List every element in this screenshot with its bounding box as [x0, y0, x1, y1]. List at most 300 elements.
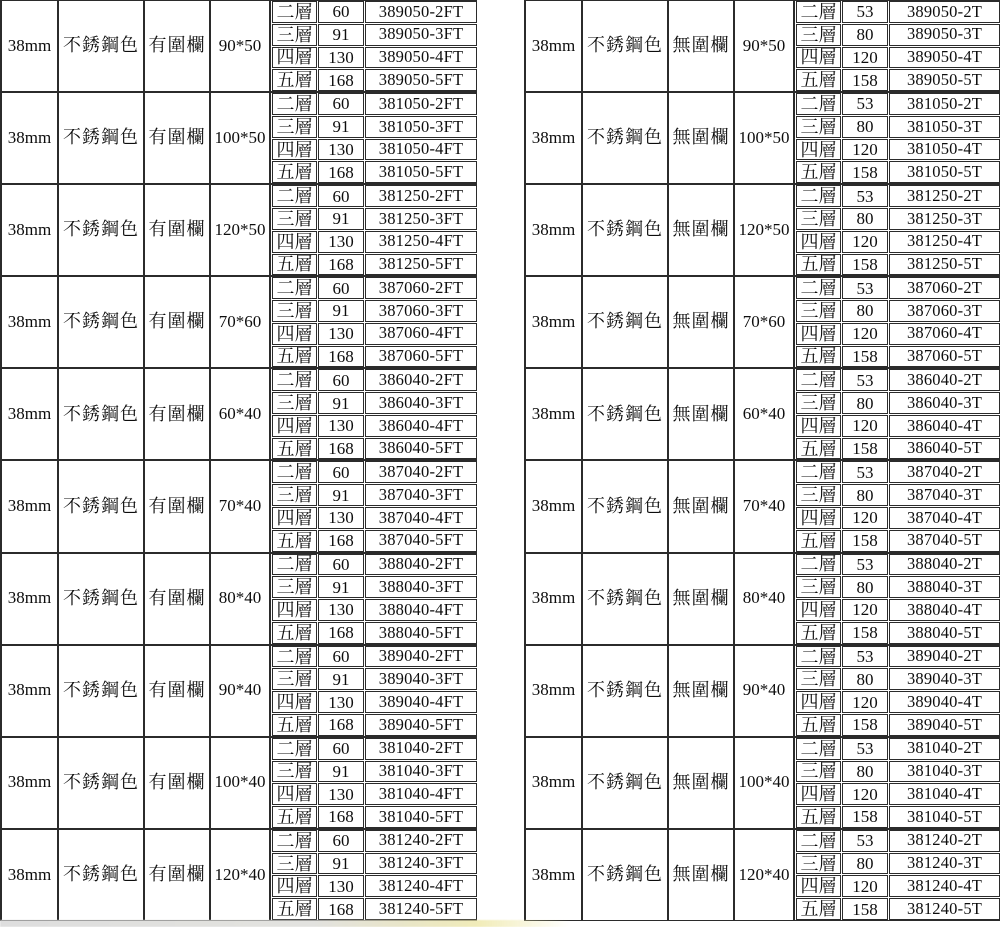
code-cell: 389050-4FT — [365, 47, 477, 69]
qty-cell: 120 — [842, 783, 888, 805]
code-cell: 381250-3FT — [365, 208, 477, 230]
code-cell: 381050-2T — [889, 93, 1000, 115]
spec-group — [2, 183, 477, 275]
code-cell: 381240-4FT — [365, 875, 477, 897]
size-cell: 60*40 — [211, 369, 271, 459]
code-cell: 389040-4FT — [365, 691, 477, 713]
qty-cell: 130 — [318, 875, 364, 897]
spec-group — [526, 459, 1000, 551]
qty-cell: 120 — [842, 599, 888, 621]
code-cell: 389050-5FT — [365, 69, 477, 91]
layer-cell: 四層 — [272, 783, 317, 805]
qty-cell: 80 — [842, 484, 888, 506]
color-cell: 不銹鋼色 — [59, 461, 145, 551]
code-cell: 381250-5T — [889, 254, 1000, 276]
color-cell: 不銹鋼色 — [59, 646, 145, 736]
spec-group — [526, 367, 1000, 459]
layer-cell: 三層 — [272, 24, 317, 46]
layer-subtable — [271, 738, 477, 828]
code-cell: 381050-2FT — [365, 93, 477, 115]
code-cell: 381050-5T — [889, 161, 1000, 183]
spec-group — [2, 275, 477, 367]
layer-subtable — [795, 461, 1000, 551]
layer-cell: 五層 — [796, 806, 841, 828]
layer-cell: 四層 — [272, 323, 317, 345]
fence-cell: 無圍欄 — [669, 93, 735, 183]
size-cell: 70*40 — [211, 461, 271, 551]
layer-cell: 三層 — [272, 761, 317, 783]
qty-cell: 91 — [318, 853, 364, 875]
layer-subtable — [795, 830, 1000, 920]
spec-group — [2, 736, 477, 828]
layer-subtable — [795, 277, 1000, 367]
layer-cell: 五層 — [796, 622, 841, 644]
code-cell: 387040-5FT — [365, 530, 477, 552]
layer-cell: 四層 — [796, 783, 841, 805]
layer-cell: 三層 — [796, 208, 841, 230]
fence-cell: 無圍欄 — [669, 738, 735, 828]
layer-subtable — [795, 646, 1000, 736]
qty-cell: 91 — [318, 392, 364, 414]
layer-cell: 二層 — [272, 554, 317, 576]
color-cell: 不銹鋼色 — [59, 738, 145, 828]
layer-cell: 五層 — [272, 254, 317, 276]
qty-cell: 80 — [842, 668, 888, 690]
spec-group — [526, 91, 1000, 183]
spec-group — [526, 552, 1000, 644]
spec-group — [526, 183, 1000, 275]
qty-cell: 120 — [842, 415, 888, 437]
fence-cell: 有圍欄 — [145, 1, 211, 91]
size-cell: 70*60 — [735, 277, 795, 367]
code-cell: 387060-3FT — [365, 300, 477, 322]
code-cell: 388040-3FT — [365, 576, 477, 598]
thickness-cell: 38mm — [2, 461, 59, 551]
code-cell: 388040-3T — [889, 576, 1000, 598]
layer-subtable — [271, 93, 477, 183]
code-cell: 381240-2FT — [365, 830, 477, 852]
layer-cell: 四層 — [796, 599, 841, 621]
code-cell: 387060-4FT — [365, 323, 477, 345]
price-table-left — [0, 0, 477, 921]
layer-subtable — [271, 554, 477, 644]
layer-cell: 五層 — [796, 530, 841, 552]
layer-cell: 五層 — [796, 438, 841, 460]
spec-group — [2, 91, 477, 183]
size-cell: 100*50 — [735, 93, 795, 183]
thickness-cell: 38mm — [526, 93, 583, 183]
code-cell: 387040-3T — [889, 484, 1000, 506]
code-cell: 387040-3FT — [365, 484, 477, 506]
qty-cell: 60 — [318, 554, 364, 576]
fence-cell: 無圍欄 — [669, 277, 735, 367]
layer-subtable — [795, 369, 1000, 459]
qty-cell: 80 — [842, 392, 888, 414]
color-cell: 不銹鋼色 — [583, 277, 669, 367]
layer-cell: 四層 — [796, 507, 841, 529]
qty-cell: 91 — [318, 208, 364, 230]
qty-cell: 168 — [318, 898, 364, 920]
layer-cell: 三層 — [272, 576, 317, 598]
fence-cell: 有圍欄 — [145, 277, 211, 367]
code-cell: 381040-5FT — [365, 806, 477, 828]
color-cell: 不銹鋼色 — [59, 277, 145, 367]
spec-group — [2, 644, 477, 736]
qty-cell: 158 — [842, 530, 888, 552]
layer-cell: 二層 — [796, 646, 841, 668]
qty-cell: 120 — [842, 231, 888, 253]
code-cell: 387040-4FT — [365, 507, 477, 529]
code-cell: 389040-5FT — [365, 714, 477, 736]
spec-group — [2, 828, 477, 920]
code-cell: 381050-4FT — [365, 139, 477, 161]
code-cell: 387060-2FT — [365, 277, 477, 299]
fence-cell: 無圍欄 — [669, 830, 735, 920]
qty-cell: 158 — [842, 806, 888, 828]
code-cell: 381240-3FT — [365, 853, 477, 875]
code-cell: 389040-4T — [889, 691, 1000, 713]
qty-cell: 158 — [842, 161, 888, 183]
code-cell: 381040-5T — [889, 806, 1000, 828]
qty-cell: 53 — [842, 1, 888, 23]
layer-cell: 三層 — [796, 24, 841, 46]
qty-cell: 53 — [842, 277, 888, 299]
code-cell: 381250-4T — [889, 231, 1000, 253]
spec-group — [526, 828, 1000, 920]
spec-group — [526, 1, 1000, 91]
size-cell: 90*40 — [735, 646, 795, 736]
code-cell: 381250-2FT — [365, 185, 477, 207]
layer-cell: 三層 — [272, 853, 317, 875]
size-cell: 120*40 — [211, 830, 271, 920]
layer-cell: 三層 — [796, 116, 841, 138]
fence-cell: 有圍欄 — [145, 646, 211, 736]
qty-cell: 60 — [318, 369, 364, 391]
fence-cell: 無圍欄 — [669, 646, 735, 736]
code-cell: 388040-2T — [889, 554, 1000, 576]
qty-cell: 53 — [842, 830, 888, 852]
qty-cell: 168 — [318, 161, 364, 183]
thickness-cell: 38mm — [2, 738, 59, 828]
code-cell: 381250-4FT — [365, 231, 477, 253]
thickness-cell: 38mm — [2, 1, 59, 91]
code-cell: 381240-3T — [889, 853, 1000, 875]
layer-cell: 四層 — [272, 47, 317, 69]
layer-cell: 二層 — [796, 830, 841, 852]
size-cell: 90*40 — [211, 646, 271, 736]
thickness-cell: 38mm — [2, 554, 59, 644]
qty-cell: 80 — [842, 24, 888, 46]
code-cell: 387040-2T — [889, 461, 1000, 483]
qty-cell: 158 — [842, 69, 888, 91]
code-cell: 389050-2T — [889, 1, 1000, 23]
qty-cell: 158 — [842, 254, 888, 276]
qty-cell: 80 — [842, 208, 888, 230]
layer-cell: 三層 — [272, 208, 317, 230]
thickness-cell: 38mm — [526, 461, 583, 551]
code-cell: 388040-4FT — [365, 599, 477, 621]
color-cell: 不銹鋼色 — [583, 93, 669, 183]
qty-cell: 60 — [318, 277, 364, 299]
spec-group — [2, 1, 477, 91]
spec-group — [2, 552, 477, 644]
qty-cell: 91 — [318, 576, 364, 598]
layer-cell: 五層 — [272, 438, 317, 460]
layer-cell: 四層 — [272, 231, 317, 253]
fence-cell: 有圍欄 — [145, 461, 211, 551]
spec-group — [526, 644, 1000, 736]
layer-subtable — [271, 461, 477, 551]
color-cell: 不銹鋼色 — [583, 830, 669, 920]
qty-cell: 60 — [318, 461, 364, 483]
qty-cell: 120 — [842, 507, 888, 529]
layer-cell: 四層 — [796, 47, 841, 69]
fence-cell: 有圍欄 — [145, 93, 211, 183]
layer-cell: 二層 — [272, 93, 317, 115]
layer-cell: 四層 — [796, 139, 841, 161]
layer-cell: 二層 — [272, 369, 317, 391]
layer-cell: 三層 — [796, 392, 841, 414]
code-cell: 381050-3FT — [365, 116, 477, 138]
qty-cell: 168 — [318, 622, 364, 644]
color-cell: 不銹鋼色 — [583, 185, 669, 275]
qty-cell: 120 — [842, 47, 888, 69]
qty-cell: 80 — [842, 300, 888, 322]
layer-cell: 四層 — [272, 415, 317, 437]
code-cell: 389050-5T — [889, 69, 1000, 91]
code-cell: 388040-5FT — [365, 622, 477, 644]
layer-subtable — [271, 185, 477, 275]
qty-cell: 53 — [842, 646, 888, 668]
layer-cell: 二層 — [796, 369, 841, 391]
layer-cell: 二層 — [796, 461, 841, 483]
code-cell: 381050-5FT — [365, 161, 477, 183]
layer-cell: 二層 — [272, 1, 317, 23]
code-cell: 387060-2T — [889, 277, 1000, 299]
color-cell: 不銹鋼色 — [583, 1, 669, 91]
layer-cell: 五層 — [796, 161, 841, 183]
thickness-cell: 38mm — [2, 646, 59, 736]
fence-cell: 有圍欄 — [145, 830, 211, 920]
qty-cell: 158 — [842, 438, 888, 460]
code-cell: 387040-2FT — [365, 461, 477, 483]
layer-cell: 二層 — [272, 830, 317, 852]
code-cell: 387060-4T — [889, 323, 1000, 345]
code-cell: 381040-4T — [889, 783, 1000, 805]
layer-cell: 四層 — [272, 139, 317, 161]
code-cell: 387040-4T — [889, 507, 1000, 529]
layer-cell: 五層 — [796, 254, 841, 276]
code-cell: 381250-2T — [889, 185, 1000, 207]
size-cell: 60*40 — [735, 369, 795, 459]
qty-cell: 53 — [842, 93, 888, 115]
layer-cell: 三層 — [796, 484, 841, 506]
layer-cell: 二層 — [272, 646, 317, 668]
qty-cell: 168 — [318, 714, 364, 736]
spec-group — [526, 736, 1000, 828]
fence-cell: 無圍欄 — [669, 185, 735, 275]
code-cell: 381040-3T — [889, 761, 1000, 783]
code-cell: 388040-5T — [889, 622, 1000, 644]
code-cell: 386040-4T — [889, 415, 1000, 437]
code-cell: 381240-4T — [889, 875, 1000, 897]
layer-cell: 五層 — [272, 346, 317, 368]
qty-cell: 158 — [842, 346, 888, 368]
qty-cell: 60 — [318, 1, 364, 23]
layer-subtable — [795, 554, 1000, 644]
layer-cell: 三層 — [796, 300, 841, 322]
layer-cell: 五層 — [272, 69, 317, 91]
layer-cell: 四層 — [796, 875, 841, 897]
qty-cell: 53 — [842, 554, 888, 576]
layer-cell: 三層 — [796, 853, 841, 875]
layer-subtable — [271, 830, 477, 920]
spec-group — [526, 275, 1000, 367]
code-cell: 389040-5T — [889, 714, 1000, 736]
size-cell: 120*50 — [211, 185, 271, 275]
code-cell: 387060-5T — [889, 346, 1000, 368]
layer-cell: 三層 — [272, 300, 317, 322]
code-cell: 381240-2T — [889, 830, 1000, 852]
layer-cell: 四層 — [272, 507, 317, 529]
qty-cell: 53 — [842, 738, 888, 760]
size-cell: 90*50 — [735, 1, 795, 91]
code-cell: 386040-4FT — [365, 415, 477, 437]
layer-cell: 三層 — [796, 761, 841, 783]
size-cell: 70*60 — [211, 277, 271, 367]
layer-cell: 二層 — [796, 1, 841, 23]
price-table-right — [524, 0, 1000, 921]
layer-cell: 五層 — [272, 161, 317, 183]
layer-cell: 四層 — [796, 231, 841, 253]
color-cell: 不銹鋼色 — [59, 554, 145, 644]
qty-cell: 158 — [842, 898, 888, 920]
code-cell: 389040-2FT — [365, 646, 477, 668]
qty-cell: 168 — [318, 69, 364, 91]
code-cell: 387060-3T — [889, 300, 1000, 322]
code-cell: 381050-4T — [889, 139, 1000, 161]
color-cell: 不銹鋼色 — [59, 185, 145, 275]
thickness-cell: 38mm — [2, 277, 59, 367]
qty-cell: 91 — [318, 116, 364, 138]
layer-cell: 二層 — [272, 461, 317, 483]
thickness-cell: 38mm — [526, 369, 583, 459]
code-cell: 389050-3FT — [365, 24, 477, 46]
size-cell: 80*40 — [735, 554, 795, 644]
code-cell: 381240-5T — [889, 898, 1000, 920]
size-cell: 80*40 — [211, 554, 271, 644]
layer-cell: 四層 — [796, 415, 841, 437]
layer-cell: 五層 — [272, 898, 317, 920]
qty-cell: 53 — [842, 369, 888, 391]
layer-cell: 三層 — [272, 392, 317, 414]
layer-cell: 五層 — [272, 622, 317, 644]
code-cell: 389040-3T — [889, 668, 1000, 690]
color-cell: 不銹鋼色 — [583, 369, 669, 459]
code-cell: 386040-5T — [889, 438, 1000, 460]
code-cell: 389040-3FT — [365, 668, 477, 690]
qty-cell: 60 — [318, 93, 364, 115]
qty-cell: 120 — [842, 691, 888, 713]
layer-cell: 二層 — [796, 738, 841, 760]
layer-cell: 二層 — [796, 554, 841, 576]
code-cell: 389050-4T — [889, 47, 1000, 69]
thickness-cell: 38mm — [526, 185, 583, 275]
layer-subtable — [795, 738, 1000, 828]
layer-cell: 五層 — [796, 69, 841, 91]
code-cell: 386040-2FT — [365, 369, 477, 391]
size-cell: 100*50 — [211, 93, 271, 183]
color-cell: 不銹鋼色 — [59, 93, 145, 183]
color-cell: 不銹鋼色 — [583, 461, 669, 551]
layer-subtable — [271, 277, 477, 367]
qty-cell: 130 — [318, 507, 364, 529]
size-cell: 100*40 — [211, 738, 271, 828]
spec-group — [2, 367, 477, 459]
layer-cell: 二層 — [272, 185, 317, 207]
layer-cell: 二層 — [272, 738, 317, 760]
thickness-cell: 38mm — [2, 93, 59, 183]
qty-cell: 80 — [842, 853, 888, 875]
qty-cell: 130 — [318, 231, 364, 253]
thickness-cell: 38mm — [526, 1, 583, 91]
qty-cell: 91 — [318, 484, 364, 506]
code-cell: 389040-2T — [889, 646, 1000, 668]
layer-cell: 四層 — [796, 323, 841, 345]
qty-cell: 130 — [318, 691, 364, 713]
qty-cell: 168 — [318, 254, 364, 276]
spec-group — [2, 459, 477, 551]
layer-subtable — [271, 369, 477, 459]
qty-cell: 91 — [318, 24, 364, 46]
layer-cell: 三層 — [796, 668, 841, 690]
layer-cell: 四層 — [272, 691, 317, 713]
code-cell: 381040-2T — [889, 738, 1000, 760]
qty-cell: 60 — [318, 646, 364, 668]
fence-cell: 有圍欄 — [145, 369, 211, 459]
qty-cell: 158 — [842, 622, 888, 644]
size-cell: 100*40 — [735, 738, 795, 828]
code-cell: 388040-2FT — [365, 554, 477, 576]
qty-cell: 168 — [318, 346, 364, 368]
qty-cell: 130 — [318, 323, 364, 345]
code-cell: 381240-5FT — [365, 898, 477, 920]
qty-cell: 80 — [842, 116, 888, 138]
layer-cell: 二層 — [272, 277, 317, 299]
qty-cell: 130 — [318, 783, 364, 805]
layer-subtable — [795, 93, 1000, 183]
page-edge-artifact — [0, 920, 570, 927]
qty-cell: 120 — [842, 323, 888, 345]
qty-cell: 130 — [318, 139, 364, 161]
fence-cell: 無圍欄 — [669, 369, 735, 459]
qty-cell: 60 — [318, 185, 364, 207]
layer-subtable — [795, 185, 1000, 275]
size-cell: 120*50 — [735, 185, 795, 275]
layer-cell: 五層 — [272, 530, 317, 552]
color-cell: 不銹鋼色 — [583, 646, 669, 736]
thickness-cell: 38mm — [526, 554, 583, 644]
qty-cell: 168 — [318, 806, 364, 828]
layer-cell: 五層 — [796, 898, 841, 920]
thickness-cell: 38mm — [526, 277, 583, 367]
thickness-cell: 38mm — [2, 830, 59, 920]
code-cell: 386040-5FT — [365, 438, 477, 460]
layer-cell: 二層 — [796, 277, 841, 299]
layer-cell: 二層 — [796, 185, 841, 207]
size-cell: 120*40 — [735, 830, 795, 920]
qty-cell: 60 — [318, 738, 364, 760]
